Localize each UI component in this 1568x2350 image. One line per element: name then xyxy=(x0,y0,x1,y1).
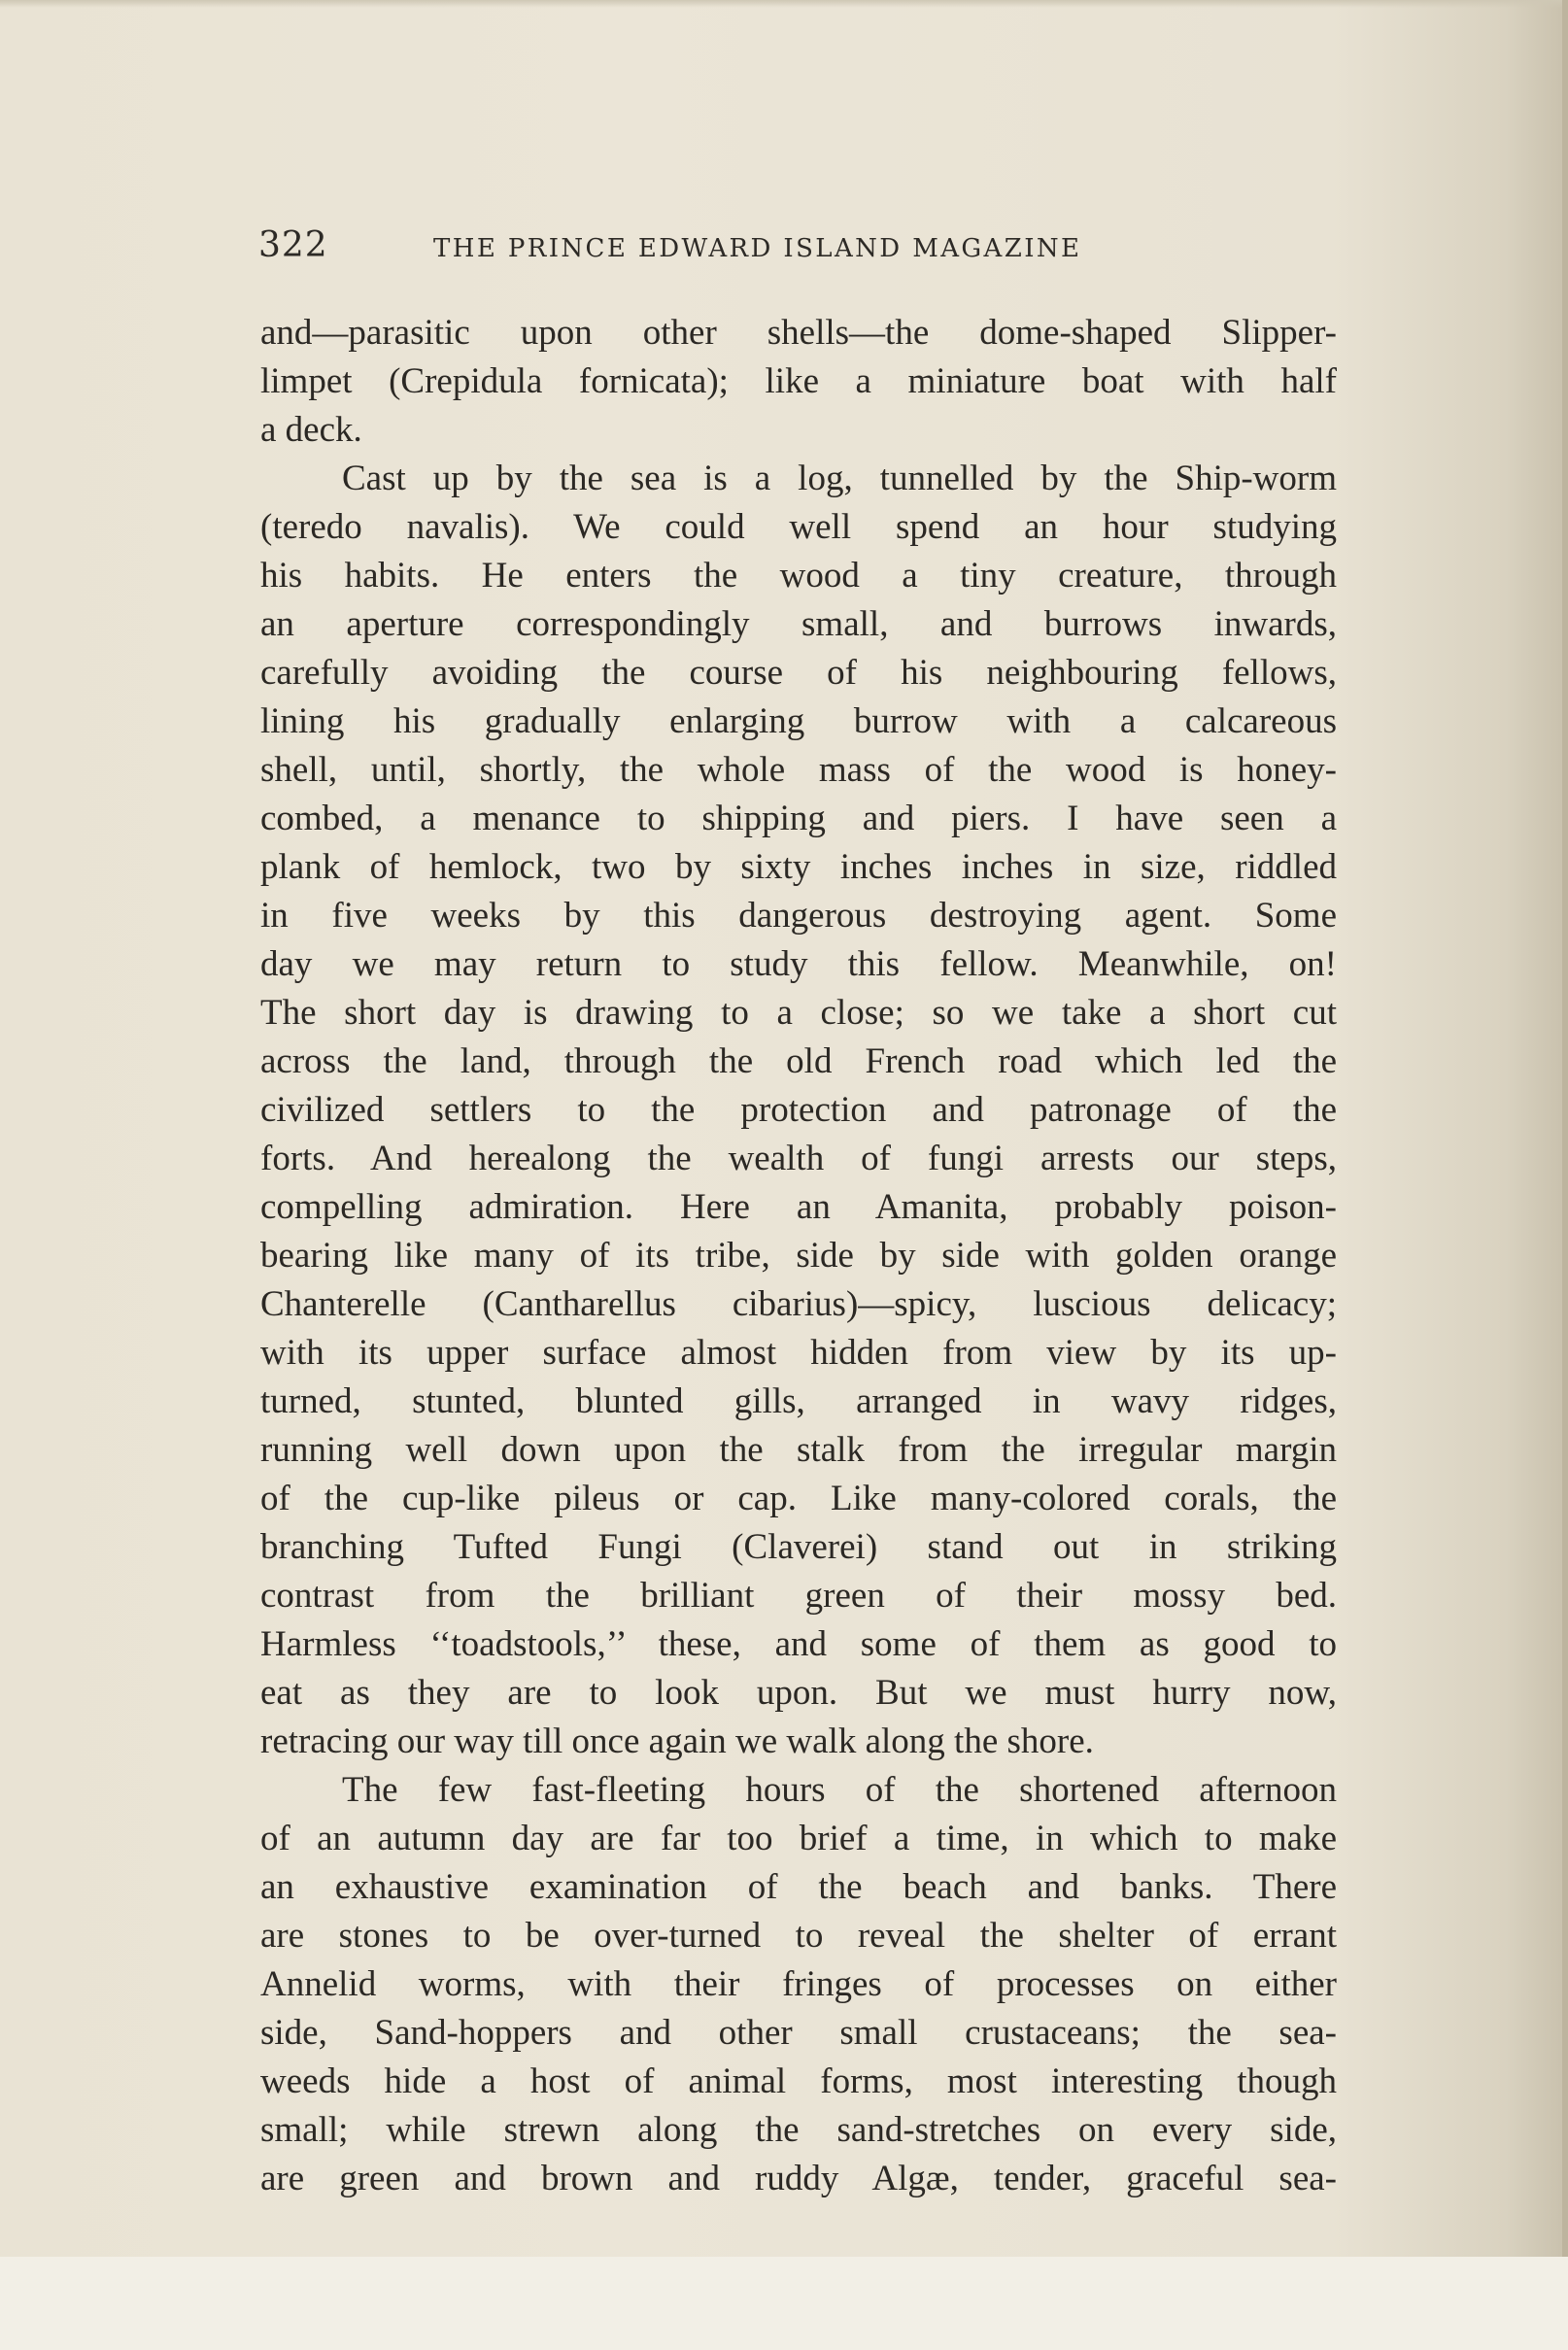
text-line: shell, until, shortly, the whole mass of the wood is honey- xyxy=(260,750,1337,790)
text-line: his habits. He enters the wood a tiny creature, through xyxy=(260,556,1337,596)
text-line: branching Tufted Fungi (Claverei) stand out in striking xyxy=(260,1527,1337,1567)
text-line: Harmless ‘‘toadstools,’’ these, and some of them as good to xyxy=(260,1624,1337,1664)
text-line: in five weeks by this dangerous destroying agent. Some xyxy=(260,896,1337,936)
text-line: forts. And herealong the wealth of fungi arrests our steps, xyxy=(260,1139,1337,1178)
text-line: across the land, through the old French road which led the xyxy=(260,1041,1337,1081)
text-line: Chanterelle (Cantharellus cibarius)—spicy, luscious delicacy; xyxy=(260,1284,1337,1324)
text-line: plank of hemlock, two by sixty inches inches in size, riddled xyxy=(260,847,1337,887)
text-line: small; while strewn along the sand-stretches on every side, xyxy=(260,2110,1337,2150)
text-line: bearing like many of its tribe, side by side with golden orange xyxy=(260,1236,1337,1276)
text-line: side, Sand-hoppers and other small crustaceans; the sea- xyxy=(260,2013,1337,2053)
text-line: eat as they are to look upon. But we must hurry now, xyxy=(260,1673,1337,1713)
text-line: The short day is drawing to a close; so we take a short cut xyxy=(260,993,1337,1033)
text-line: compelling admiration. Here an Amanita, probably poison- xyxy=(260,1187,1337,1227)
text-line: Annelid worms, with their fringes of processes on either xyxy=(260,1964,1337,2004)
text-line: a deck. xyxy=(260,410,362,450)
text-line: weeds hide a host of animal forms, most interesting though xyxy=(260,2061,1337,2101)
text-line: civilized settlers to the protection and patronage of the xyxy=(260,1090,1337,1130)
text-line: of an autumn day are far too brief a time, in which to make xyxy=(260,1819,1337,1858)
page-bottom-margin xyxy=(0,2257,1568,2350)
running-head: THE PRINCE EDWARD ISLAND MAGAZINE xyxy=(433,234,1082,263)
text-line: are green and brown and ruddy Algæ, tender, graceful sea- xyxy=(260,2159,1337,2198)
text-line: turned, stunted, blunted gills, arranged in wavy ridges, xyxy=(260,1381,1337,1421)
text-line: retracing our way till once again we walk along the shore. xyxy=(260,1721,1094,1761)
text-line: (teredo navalis). We could well spend an hour studying xyxy=(260,507,1337,547)
text-line: contrast from the brilliant green of their mossy bed. xyxy=(260,1576,1337,1616)
paragraph-start-line: Cast up by the sea is a log, tunnelled by the Ship-worm xyxy=(342,459,1337,498)
text-line: and—parasitic upon other shells—the dome-shaped Slipper- xyxy=(260,313,1337,353)
page-header xyxy=(258,225,1191,272)
page-binding-edge xyxy=(1562,0,1568,2350)
text-line: an aperture correspondingly small, and burrows inwards, xyxy=(260,604,1337,644)
text-line: combed, a menance to shipping and piers. I have seen a xyxy=(260,799,1337,838)
paragraph-start-line: The few fast-fleeting hours of the shortened afternoon xyxy=(342,1770,1337,1810)
text-line: are stones to be over-turned to reveal the shelter of errant xyxy=(260,1916,1337,1956)
text-line: with its upper surface almost hidden from view by its up- xyxy=(260,1333,1337,1373)
text-line: of the cup-like pileus or cap. Like many-colored corals, the xyxy=(260,1479,1337,1518)
text-line: an exhaustive examination of the beach and banks. There xyxy=(260,1867,1337,1907)
body-text xyxy=(260,309,1337,2203)
text-line: limpet (Crepidula fornicata); like a miniature boat with half xyxy=(260,361,1337,401)
page-number: 322 xyxy=(258,225,328,265)
text-line: carefully avoiding the course of his neighbouring fellows, xyxy=(260,653,1337,693)
page-top-shadow xyxy=(0,0,1568,8)
text-line: running well down upon the stalk from the irregular margin xyxy=(260,1430,1337,1470)
text-line: lining his gradually enlarging burrow with a calcareous xyxy=(260,701,1337,741)
text-line: day we may return to study this fellow. Meanwhile, on! xyxy=(260,944,1337,984)
